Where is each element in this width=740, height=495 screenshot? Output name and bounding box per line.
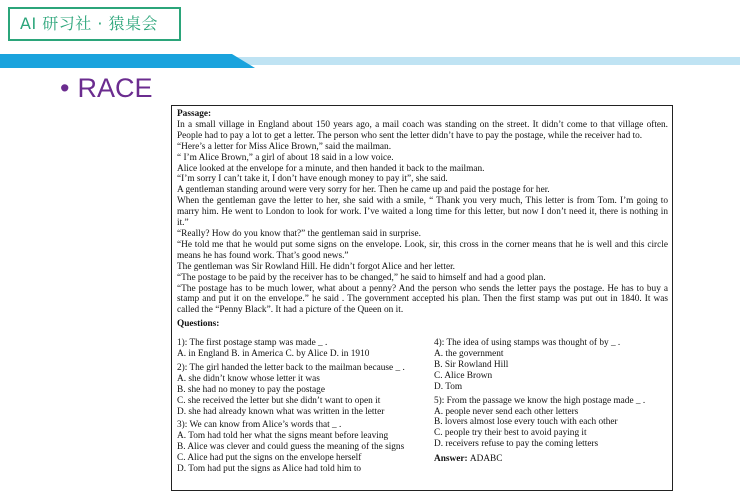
answer-option: A. she didn’t know whose letter it was	[177, 373, 320, 384]
answer-option: A. in England B. in America C. by Alice D. in 1910	[177, 349, 370, 360]
answer-option: D. receivers refuse to pay the coming letters	[434, 439, 599, 450]
question-stem: 4): The idea of using stamps was thought of by _ .	[434, 338, 621, 349]
brand-badge-text: AI 研习社 · 猿桌会	[20, 14, 159, 33]
passage-paragraph: Alice looked at the envelope for a minute, and then handed it back to the mailman.	[177, 163, 485, 174]
passage-paragraph: “Here’s a letter for Miss Alice Brown,” said the mailman.	[177, 141, 392, 152]
question-item	[177, 338, 427, 360]
race-example-panel	[171, 105, 673, 491]
passage-paragraph: When the gentleman gave the letter to her, she said with a smile, “ Thank you very much, This letter is from Tom. I’m going to marry him. He went to London to look for work. I’ve waited a long time for this letter, but now I don’t need it, there is nothing in it.”	[177, 196, 668, 229]
question-item	[434, 396, 673, 451]
answer-option: B. Alice was clever and could guess the meaning of the signs	[177, 442, 405, 453]
passage-paragraph: “ I’m Alice Brown,” a girl of about 18 said in a low voice.	[177, 152, 394, 163]
divider-dark-stripe	[0, 54, 255, 68]
answer-option: D. she had already known what was written in the letter	[177, 406, 385, 417]
passage-paragraph: A gentleman standing around were very sorry for her. Then he came up and paid the postage for her.	[177, 185, 550, 196]
passage-paragraph: In a small village in England about 150 years ago, a mail coach was standing on the street. It didn’t come to that village often. People had to pay a lot to get a letter. The person who sent the letter didn’t have to pay the postage, while the receiver had to.	[177, 119, 668, 141]
answer-option: D. Tom had put the signs as Alice had told him to	[177, 464, 362, 475]
questions-right-column	[434, 338, 673, 465]
question-stem: 2): The girl handed the letter back to the mailman because _ .	[177, 362, 405, 373]
questions-left-column	[177, 338, 427, 478]
question-stem: 3): We can know from Alice’s words that _ .	[177, 420, 342, 431]
passage-paragraph: “I’m sorry I can’t take it, I don’t have enough money to pay it”, she said.	[177, 174, 448, 185]
passage-paragraph: “Really? How do you know that?” the gentleman said in surprise.	[177, 228, 421, 239]
passage-paragraph: “The postage to be paid by the receiver has to be changed,” he said to himself and had a good plan.	[177, 272, 546, 283]
heading-bullet: •	[60, 73, 70, 103]
slide-title: RACE	[77, 73, 153, 103]
answer-label: Answer:	[434, 454, 468, 465]
answer-option: C. she received the letter but she didn’t want to open it	[177, 395, 381, 406]
slide-heading	[60, 73, 152, 104]
answer-option: C. Alice Brown	[434, 370, 493, 381]
answer-option: C. Alice had put the signs on the envelope herself	[177, 453, 362, 464]
question-stem: 5): From the passage we know the high postage made _ .	[434, 395, 646, 406]
answer-option: C. people try their best to avoid paying it	[434, 428, 587, 439]
question-stem: 1): The first postage stamp was made _ .	[177, 338, 328, 349]
header-divider-band	[0, 54, 740, 68]
question-item	[177, 363, 427, 418]
question-item	[177, 420, 427, 475]
answer-option: A. Tom had told her what the signs meant before leaving	[177, 431, 389, 442]
answer-line	[434, 454, 673, 465]
brand-badge	[8, 7, 181, 41]
question-item	[434, 338, 673, 393]
answer-option: B. Sir Rowland Hill	[434, 359, 509, 370]
passage-body	[177, 120, 668, 316]
passage-paragraph: “The postage has to be much lower, what about a penny? And the person who sends the letter pays the postage. He has to buy a stamp and put it on the envelope.” he said . The government accepted his plan. Then the first stamp was put out in 1840. It was called the “Penny Black”. It had a picture of the Queen on it.	[177, 283, 668, 316]
passage-paragraph: The gentleman was Sir Rowland Hill. He didn’t forgot Alice and her letter.	[177, 261, 455, 272]
answer-option: A. the government	[434, 349, 504, 360]
answer-value: ADABC	[469, 454, 503, 465]
answer-option: A. people never send each other letters	[434, 406, 579, 417]
answer-option: B. she had no money to pay the postage	[177, 384, 325, 395]
questions-label: Questions:	[177, 319, 220, 330]
answer-option: B. lovers almost lose every touch with each other	[434, 417, 618, 428]
passage-paragraph: “He told me that he would put some signs on the envelope. Look, sir, this cross in the corner means that he is well and this circle means he has found work. That’s good news.”	[177, 239, 668, 261]
passage-label: Passage:	[177, 109, 212, 119]
answer-option: D. Tom	[434, 381, 463, 392]
